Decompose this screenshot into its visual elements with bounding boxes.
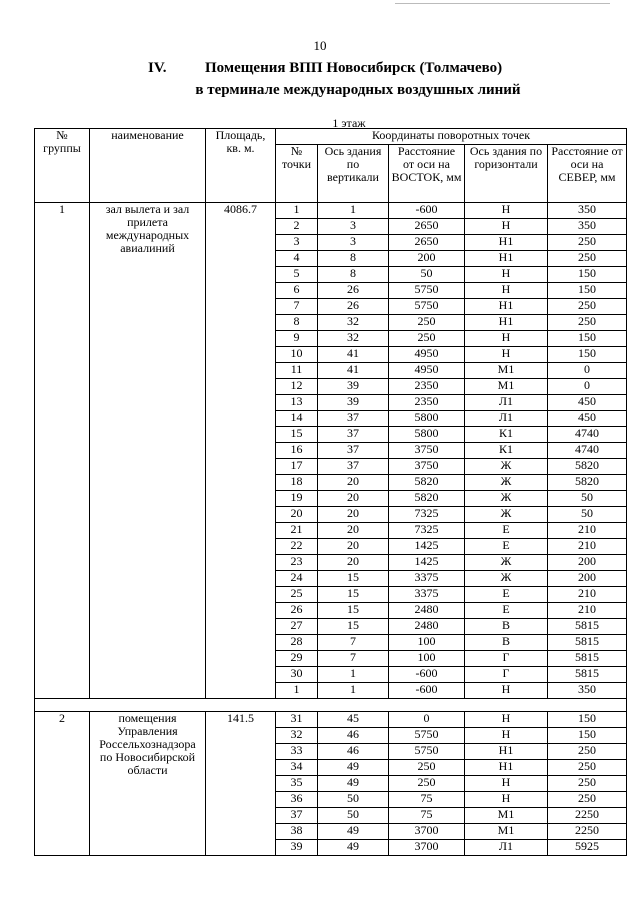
distance-east: 2350: [389, 379, 465, 395]
point-number: 19: [276, 491, 318, 507]
point-number: 22: [276, 539, 318, 555]
table-body: [35, 203, 627, 856]
point-number: 1: [276, 203, 318, 219]
axis-vertical: 46: [318, 744, 389, 760]
axis-vertical: 26: [318, 283, 389, 299]
distance-north: 210: [548, 587, 627, 603]
distance-east: 4950: [389, 363, 465, 379]
distance-east: 5750: [389, 744, 465, 760]
axis-vertical: 32: [318, 315, 389, 331]
point-number: 9: [276, 331, 318, 347]
axis-vertical: 3: [318, 219, 389, 235]
point-number: 31: [276, 712, 318, 728]
axis-vertical: 39: [318, 395, 389, 411]
distance-east: 75: [389, 808, 465, 824]
axis-horizontal: Н: [465, 712, 548, 728]
point-number: 8: [276, 315, 318, 331]
axis-horizontal: Н: [465, 203, 548, 219]
point-number: 17: [276, 459, 318, 475]
distance-east: 2650: [389, 235, 465, 251]
axis-vertical: 50: [318, 808, 389, 824]
axis-vertical: 7: [318, 635, 389, 651]
distance-east: 250: [389, 315, 465, 331]
distance-north: 150: [548, 712, 627, 728]
axis-vertical: 39: [318, 379, 389, 395]
distance-north: 150: [548, 331, 627, 347]
distance-north: 50: [548, 507, 627, 523]
distance-north: 250: [548, 776, 627, 792]
distance-east: 7325: [389, 523, 465, 539]
axis-vertical: 1: [318, 203, 389, 219]
axis-horizontal: Е: [465, 603, 548, 619]
axis-horizontal: Н: [465, 331, 548, 347]
distance-east: 5750: [389, 283, 465, 299]
point-number: 24: [276, 571, 318, 587]
header-coords: Координаты поворотных точек: [276, 129, 627, 145]
distance-east: 7325: [389, 507, 465, 523]
axis-horizontal: Н: [465, 267, 548, 283]
axis-horizontal: Н1: [465, 299, 548, 315]
axis-horizontal: Ж: [465, 555, 548, 571]
point-number: 1: [276, 683, 318, 699]
distance-north: 200: [548, 555, 627, 571]
point-number: 26: [276, 603, 318, 619]
distance-east: 3750: [389, 459, 465, 475]
axis-horizontal: Г: [465, 667, 548, 683]
point-number: 13: [276, 395, 318, 411]
distance-north: 210: [548, 539, 627, 555]
point-number: 6: [276, 283, 318, 299]
group-area: 4086.7: [206, 203, 276, 699]
axis-horizontal: М1: [465, 363, 548, 379]
group-area: 141.5: [206, 712, 276, 856]
header-axis-vertical: Ось здания по вертикали: [318, 145, 389, 203]
axis-vertical: 15: [318, 603, 389, 619]
floor-label: 1 этаж: [332, 116, 366, 130]
group-number: 2: [35, 712, 90, 856]
distance-north: 210: [548, 523, 627, 539]
axis-vertical: 37: [318, 459, 389, 475]
axis-horizontal: Н1: [465, 744, 548, 760]
axis-horizontal: Л1: [465, 395, 548, 411]
point-number: 37: [276, 808, 318, 824]
distance-east: 250: [389, 760, 465, 776]
point-number: 30: [276, 667, 318, 683]
point-number: 35: [276, 776, 318, 792]
distance-east: 1425: [389, 555, 465, 571]
distance-north: 2250: [548, 808, 627, 824]
distance-north: 0: [548, 379, 627, 395]
axis-horizontal: Н: [465, 347, 548, 363]
axis-horizontal: Н: [465, 683, 548, 699]
axis-vertical: 41: [318, 363, 389, 379]
axis-vertical: 7: [318, 651, 389, 667]
point-number: 10: [276, 347, 318, 363]
axis-vertical: 20: [318, 523, 389, 539]
group-number: 1: [35, 203, 90, 699]
point-number: 4: [276, 251, 318, 267]
distance-north: 2250: [548, 824, 627, 840]
point-number: 21: [276, 523, 318, 539]
distance-east: 2650: [389, 219, 465, 235]
table-row: [35, 712, 627, 728]
axis-vertical: 49: [318, 776, 389, 792]
distance-north: 5815: [548, 619, 627, 635]
section-title-line2: в терминале международных воздушных линий: [195, 82, 521, 98]
axis-vertical: 15: [318, 571, 389, 587]
axis-horizontal: Е: [465, 587, 548, 603]
axis-horizontal: Г: [465, 651, 548, 667]
header-area: Площадь, кв. м.: [206, 129, 276, 203]
section-title: [148, 60, 568, 77]
axis-vertical: 15: [318, 587, 389, 603]
group-separator: [35, 699, 627, 712]
axis-horizontal: Ж: [465, 475, 548, 491]
distance-north: 250: [548, 251, 627, 267]
distance-north: 5820: [548, 475, 627, 491]
point-number: 33: [276, 744, 318, 760]
point-number: 12: [276, 379, 318, 395]
distance-east: 250: [389, 331, 465, 347]
distance-east: 5820: [389, 475, 465, 491]
section-number: IV.: [148, 60, 167, 76]
distance-east: 3375: [389, 571, 465, 587]
distance-north: 250: [548, 744, 627, 760]
axis-vertical: 20: [318, 539, 389, 555]
axis-vertical: 49: [318, 760, 389, 776]
distance-east: 1425: [389, 539, 465, 555]
axis-vertical: 41: [318, 347, 389, 363]
axis-vertical: 3: [318, 235, 389, 251]
point-number: 3: [276, 235, 318, 251]
header-distance-east: Расстояние от оси на ВОСТОК, мм: [389, 145, 465, 203]
point-number: 38: [276, 824, 318, 840]
header-group: № группы: [35, 129, 90, 203]
distance-north: 250: [548, 299, 627, 315]
distance-east: 2480: [389, 619, 465, 635]
point-number: 28: [276, 635, 318, 651]
distance-north: 4740: [548, 427, 627, 443]
axis-horizontal: Н1: [465, 315, 548, 331]
distance-north: 5815: [548, 667, 627, 683]
header-name: наименование: [90, 129, 206, 203]
distance-east: 100: [389, 651, 465, 667]
axis-horizontal: Н: [465, 219, 548, 235]
distance-east: 5800: [389, 411, 465, 427]
axis-horizontal: М1: [465, 379, 548, 395]
header-axis-horizontal: Ось здания по горизонтали: [465, 145, 548, 203]
point-number: 36: [276, 792, 318, 808]
distance-east: 3700: [389, 840, 465, 856]
axis-horizontal: Н1: [465, 251, 548, 267]
axis-vertical: 15: [318, 619, 389, 635]
distance-east: 3375: [389, 587, 465, 603]
distance-north: 50: [548, 491, 627, 507]
point-number: 15: [276, 427, 318, 443]
axis-vertical: 8: [318, 267, 389, 283]
distance-north: 150: [548, 347, 627, 363]
distance-east: 0: [389, 712, 465, 728]
distance-north: 350: [548, 683, 627, 699]
point-number: 27: [276, 619, 318, 635]
point-number: 25: [276, 587, 318, 603]
distance-east: -600: [389, 667, 465, 683]
distance-north: 350: [548, 203, 627, 219]
distance-north: 450: [548, 395, 627, 411]
axis-horizontal: Н1: [465, 760, 548, 776]
axis-horizontal: Л1: [465, 411, 548, 427]
point-number: 5: [276, 267, 318, 283]
axis-horizontal: Н: [465, 776, 548, 792]
axis-vertical: 45: [318, 712, 389, 728]
axis-vertical: 1: [318, 667, 389, 683]
distance-north: 200: [548, 571, 627, 587]
axis-horizontal: Ж: [465, 491, 548, 507]
distance-east: 100: [389, 635, 465, 651]
axis-horizontal: Ж: [465, 571, 548, 587]
distance-north: 210: [548, 603, 627, 619]
axis-vertical: 1: [318, 683, 389, 699]
axis-horizontal: М1: [465, 824, 548, 840]
axis-vertical: 49: [318, 840, 389, 856]
distance-east: 5750: [389, 299, 465, 315]
axis-horizontal: К1: [465, 427, 548, 443]
point-number: 34: [276, 760, 318, 776]
distance-east: 250: [389, 776, 465, 792]
distance-north: 5820: [548, 459, 627, 475]
coordinates-table: [34, 128, 627, 856]
point-number: 16: [276, 443, 318, 459]
distance-north: 4740: [548, 443, 627, 459]
distance-east: 2480: [389, 603, 465, 619]
point-number: 7: [276, 299, 318, 315]
group-name: помещения Управления Россельхознадзора по Новосибирской области: [90, 712, 206, 856]
distance-north: 150: [548, 728, 627, 744]
axis-horizontal: Н: [465, 728, 548, 744]
axis-vertical: 26: [318, 299, 389, 315]
page-number: 10: [313, 38, 327, 53]
axis-horizontal: Е: [465, 539, 548, 555]
distance-north: 450: [548, 411, 627, 427]
distance-north: 5815: [548, 651, 627, 667]
distance-east: 2350: [389, 395, 465, 411]
distance-east: 4950: [389, 347, 465, 363]
axis-vertical: 37: [318, 443, 389, 459]
axis-vertical: 46: [318, 728, 389, 744]
distance-east: -600: [389, 683, 465, 699]
distance-north: 150: [548, 267, 627, 283]
axis-vertical: 50: [318, 792, 389, 808]
distance-north: 250: [548, 760, 627, 776]
point-number: 39: [276, 840, 318, 856]
distance-east: 5820: [389, 491, 465, 507]
axis-horizontal: К1: [465, 443, 548, 459]
header-point: № точки: [276, 145, 318, 203]
axis-horizontal: Н1: [465, 235, 548, 251]
distance-north: 150: [548, 283, 627, 299]
axis-horizontal: В: [465, 619, 548, 635]
distance-east: 75: [389, 792, 465, 808]
axis-horizontal: Н: [465, 283, 548, 299]
top-rule: [395, 3, 610, 4]
table-row: [35, 203, 627, 219]
distance-east: 200: [389, 251, 465, 267]
distance-north: 5925: [548, 840, 627, 856]
axis-horizontal: Е: [465, 523, 548, 539]
distance-east: 3700: [389, 824, 465, 840]
distance-north: 250: [548, 235, 627, 251]
distance-north: 250: [548, 792, 627, 808]
distance-east: 3750: [389, 443, 465, 459]
axis-vertical: 20: [318, 491, 389, 507]
axis-horizontal: Н: [465, 792, 548, 808]
axis-vertical: 20: [318, 507, 389, 523]
point-number: 29: [276, 651, 318, 667]
axis-horizontal: В: [465, 635, 548, 651]
distance-east: 50: [389, 267, 465, 283]
header-distance-north: Расстояние от оси на СЕВЕР, мм: [548, 145, 627, 203]
point-number: 32: [276, 728, 318, 744]
point-number: 11: [276, 363, 318, 379]
distance-north: 0: [548, 363, 627, 379]
axis-vertical: 20: [318, 475, 389, 491]
axis-vertical: 8: [318, 251, 389, 267]
axis-vertical: 49: [318, 824, 389, 840]
point-number: 2: [276, 219, 318, 235]
axis-vertical: 37: [318, 427, 389, 443]
axis-horizontal: М1: [465, 808, 548, 824]
distance-east: -600: [389, 203, 465, 219]
point-number: 20: [276, 507, 318, 523]
distance-north: 350: [548, 219, 627, 235]
distance-north: 5815: [548, 635, 627, 651]
axis-horizontal: Ж: [465, 459, 548, 475]
point-number: 14: [276, 411, 318, 427]
section-title-line1: Помещения ВПП Новосибирск (Толмачево): [205, 60, 503, 76]
axis-horizontal: Л1: [465, 840, 548, 856]
group-name: зал вылета и зал прилета международных авиалиний: [90, 203, 206, 699]
point-number: 18: [276, 475, 318, 491]
axis-vertical: 32: [318, 331, 389, 347]
distance-east: 5800: [389, 427, 465, 443]
point-number: 23: [276, 555, 318, 571]
group-separator-row: [35, 699, 627, 712]
distance-east: 5750: [389, 728, 465, 744]
axis-vertical: 37: [318, 411, 389, 427]
axis-vertical: 20: [318, 555, 389, 571]
distance-north: 250: [548, 315, 627, 331]
axis-horizontal: Ж: [465, 507, 548, 523]
